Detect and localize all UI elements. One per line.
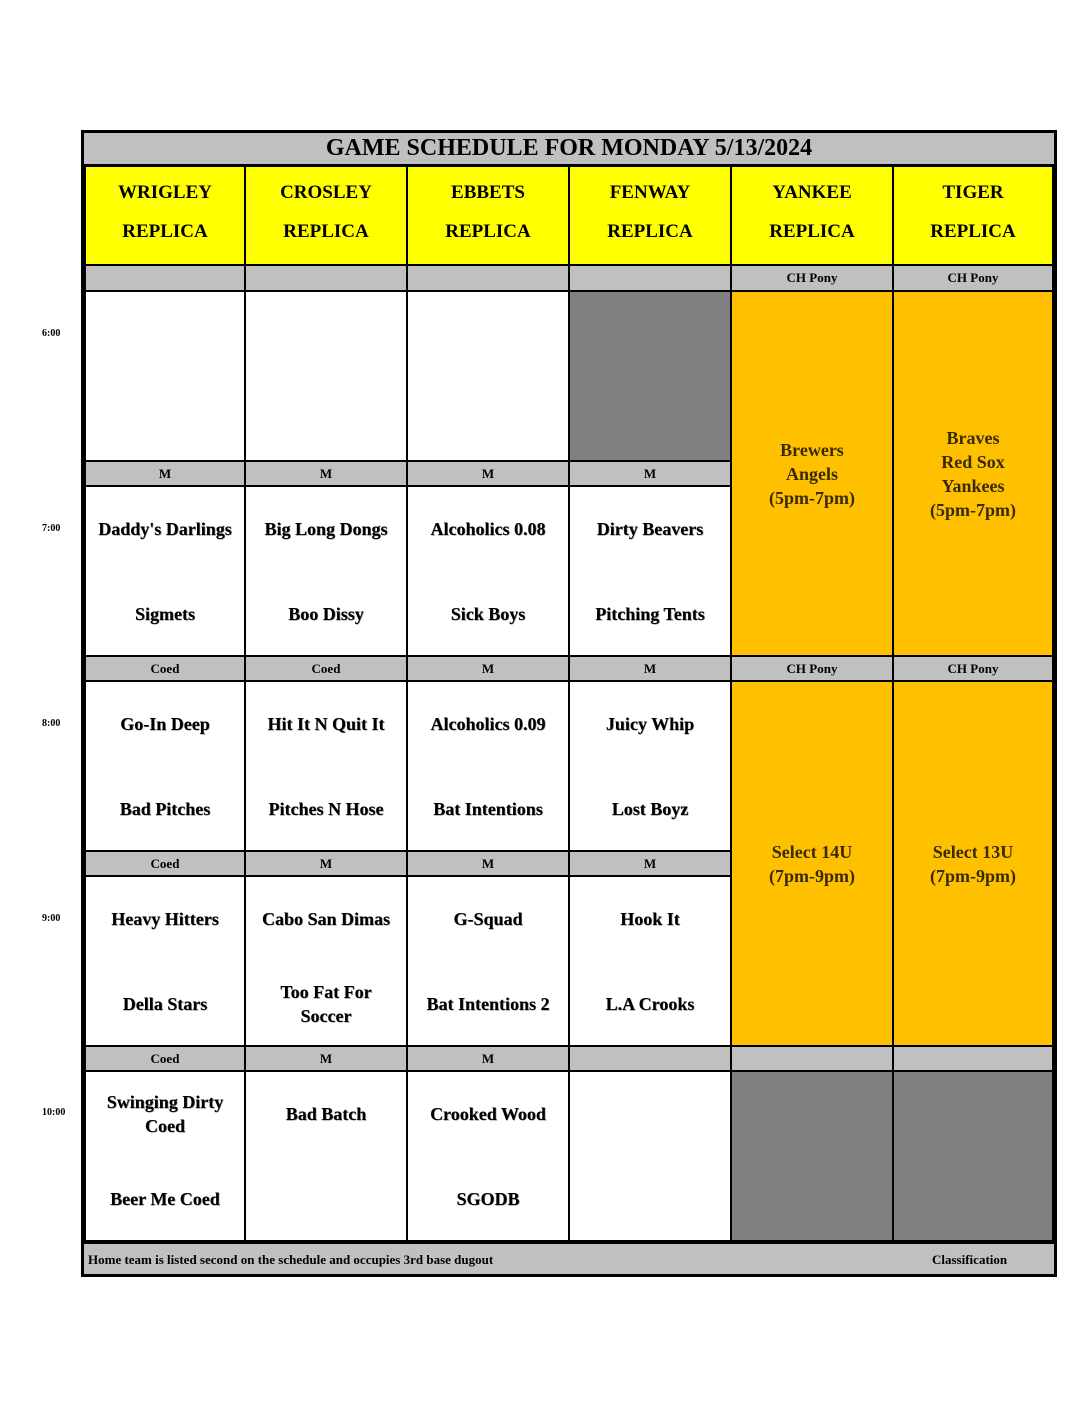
away-team: Juicy Whip bbox=[605, 714, 695, 734]
classification-label: M bbox=[84, 460, 246, 487]
home-team: Too Fat For Soccer bbox=[280, 982, 372, 1026]
field-name: EBBETS bbox=[451, 181, 525, 203]
field-type: REPLICA bbox=[769, 221, 855, 243]
game-slot bbox=[84, 1070, 246, 1242]
game-slot bbox=[568, 1070, 732, 1242]
reserved-block-yankee-late bbox=[730, 680, 894, 1047]
game-slot bbox=[244, 875, 408, 1047]
classification-label bbox=[568, 1045, 732, 1072]
game-slot bbox=[84, 680, 246, 852]
page-title: GAME SCHEDULE FOR MONDAY 5/13/2024 bbox=[81, 130, 1057, 167]
footer-classification: Classification bbox=[932, 1252, 1008, 1267]
home-team: Bat Intentions bbox=[433, 799, 543, 819]
block-line: Brewers bbox=[780, 439, 844, 460]
classification-label: CH Pony bbox=[730, 264, 894, 292]
block-line: Red Sox bbox=[941, 451, 1005, 472]
reserved-block-tiger-late bbox=[892, 680, 1054, 1047]
field-name: CROSLEY bbox=[280, 181, 372, 203]
game-slot bbox=[406, 1070, 570, 1242]
field-type: REPLICA bbox=[445, 221, 531, 243]
away-team: Bad Batch bbox=[285, 1104, 367, 1124]
classification-label: Coed bbox=[244, 655, 408, 682]
block-line: Select 14U bbox=[771, 841, 853, 862]
game-slot bbox=[406, 680, 570, 852]
field-header-fenway bbox=[568, 165, 732, 266]
time-label: 10:00 bbox=[42, 1107, 66, 1118]
classification-label: M bbox=[244, 460, 408, 487]
classification-label: M bbox=[406, 850, 570, 877]
home-team: Bat Intentions 2 bbox=[426, 994, 550, 1014]
away-team: Go-In Deep bbox=[120, 714, 210, 734]
block-line: Yankees bbox=[941, 475, 1005, 496]
classification-label: CH Pony bbox=[892, 655, 1054, 682]
game-slot bbox=[84, 485, 246, 657]
away-team: Alcoholics 0.08 bbox=[430, 519, 546, 539]
field-name: TIGER bbox=[942, 181, 1004, 203]
footer-bar bbox=[81, 1241, 1057, 1277]
field-header-wrigley bbox=[84, 165, 246, 266]
classification-label: M bbox=[406, 460, 570, 487]
away-team: G-Squad bbox=[453, 909, 523, 929]
home-team: L.A Crooks bbox=[605, 994, 695, 1014]
field-name: YANKEE bbox=[772, 181, 852, 203]
classification-label: Coed bbox=[84, 1045, 246, 1072]
field-name: WRIGLEY bbox=[118, 181, 212, 203]
game-slot bbox=[568, 875, 732, 1047]
classification-label: Coed bbox=[84, 850, 246, 877]
home-team: Bad Pitches bbox=[119, 799, 211, 819]
classification-label bbox=[568, 264, 732, 292]
classification-label: M bbox=[244, 850, 408, 877]
block-line: (7pm-9pm) bbox=[769, 865, 855, 886]
block-line: Braves bbox=[946, 427, 1000, 448]
classification-label: M bbox=[568, 850, 732, 877]
home-team: Sick Boys bbox=[450, 604, 526, 624]
game-slot bbox=[84, 875, 246, 1047]
field-type: REPLICA bbox=[122, 221, 208, 243]
classification-label: M bbox=[406, 1045, 570, 1072]
away-team: Daddy's Darlings bbox=[98, 519, 232, 539]
away-team: Big Long Dongs bbox=[264, 519, 388, 539]
classification-label: M bbox=[568, 655, 732, 682]
classification-label: Coed bbox=[84, 655, 246, 682]
time-label: 9:00 bbox=[42, 913, 61, 924]
home-team: Pitches N Hose bbox=[268, 799, 384, 819]
classification-label bbox=[730, 1045, 894, 1072]
classification-label bbox=[244, 264, 408, 292]
block-line: (5pm-7pm) bbox=[769, 487, 855, 508]
classification-label: CH Pony bbox=[892, 264, 1054, 292]
time-label: 6:00 bbox=[42, 328, 61, 339]
away-team: Hit It N Quit It bbox=[267, 714, 385, 734]
block-line: (5pm-7pm) bbox=[930, 499, 1016, 520]
home-team: Della Stars bbox=[122, 994, 208, 1014]
field-header-ebbets bbox=[406, 165, 570, 266]
home-team: SGODB bbox=[456, 1189, 520, 1209]
away-team: Alcoholics 0.09 bbox=[430, 714, 546, 734]
game-slot bbox=[244, 680, 408, 852]
game-slot bbox=[406, 485, 570, 657]
time-label: 7:00 bbox=[42, 523, 61, 534]
game-slot bbox=[244, 1070, 408, 1242]
field-header-crosley bbox=[244, 165, 408, 266]
empty-slot bbox=[244, 290, 408, 462]
empty-slot bbox=[406, 290, 570, 462]
home-team: Boo Dissy bbox=[288, 604, 364, 624]
home-team: Sigmets bbox=[135, 604, 195, 624]
time-label: 8:00 bbox=[42, 718, 61, 729]
home-team: Pitching Tents bbox=[595, 604, 705, 624]
classification-label: M bbox=[406, 655, 570, 682]
away-team: Hook It bbox=[620, 909, 680, 929]
closed-slot bbox=[892, 1070, 1054, 1242]
classification-label bbox=[406, 264, 570, 292]
field-header-yankee bbox=[730, 165, 894, 266]
closed-slot bbox=[568, 290, 732, 462]
field-type: REPLICA bbox=[930, 221, 1016, 243]
reserved-block-tiger-early bbox=[892, 290, 1054, 657]
block-line: Select 13U bbox=[932, 841, 1014, 862]
home-team: Beer Me Coed bbox=[110, 1189, 220, 1209]
field-header-tiger bbox=[892, 165, 1054, 266]
block-line: (7pm-9pm) bbox=[930, 865, 1016, 886]
classification-label bbox=[84, 264, 246, 292]
away-team: Cabo San Dimas bbox=[261, 909, 391, 929]
classification-label: M bbox=[568, 460, 732, 487]
away-team: Heavy Hitters bbox=[111, 909, 219, 929]
game-slot bbox=[406, 875, 570, 1047]
empty-slot bbox=[84, 290, 246, 462]
block-line: Angels bbox=[785, 463, 838, 484]
classification-label bbox=[892, 1045, 1054, 1072]
away-team: Swinging Dirty Coed bbox=[106, 1092, 224, 1136]
away-team: Dirty Beavers bbox=[596, 519, 704, 539]
away-team: Crooked Wood bbox=[430, 1104, 546, 1124]
footer-note: Home team is listed second on the schedule and occupies 3rd base dugout bbox=[88, 1252, 494, 1267]
game-slot bbox=[244, 485, 408, 657]
classification-label: CH Pony bbox=[730, 655, 894, 682]
field-name: FENWAY bbox=[609, 181, 691, 203]
game-slot bbox=[568, 680, 732, 852]
field-type: REPLICA bbox=[607, 221, 693, 243]
closed-slot bbox=[730, 1070, 894, 1242]
reserved-block-yankee-early bbox=[730, 290, 894, 657]
home-team: Lost Boyz bbox=[611, 799, 689, 819]
game-slot bbox=[568, 485, 732, 657]
classification-label: M bbox=[244, 1045, 408, 1072]
field-type: REPLICA bbox=[283, 221, 369, 243]
